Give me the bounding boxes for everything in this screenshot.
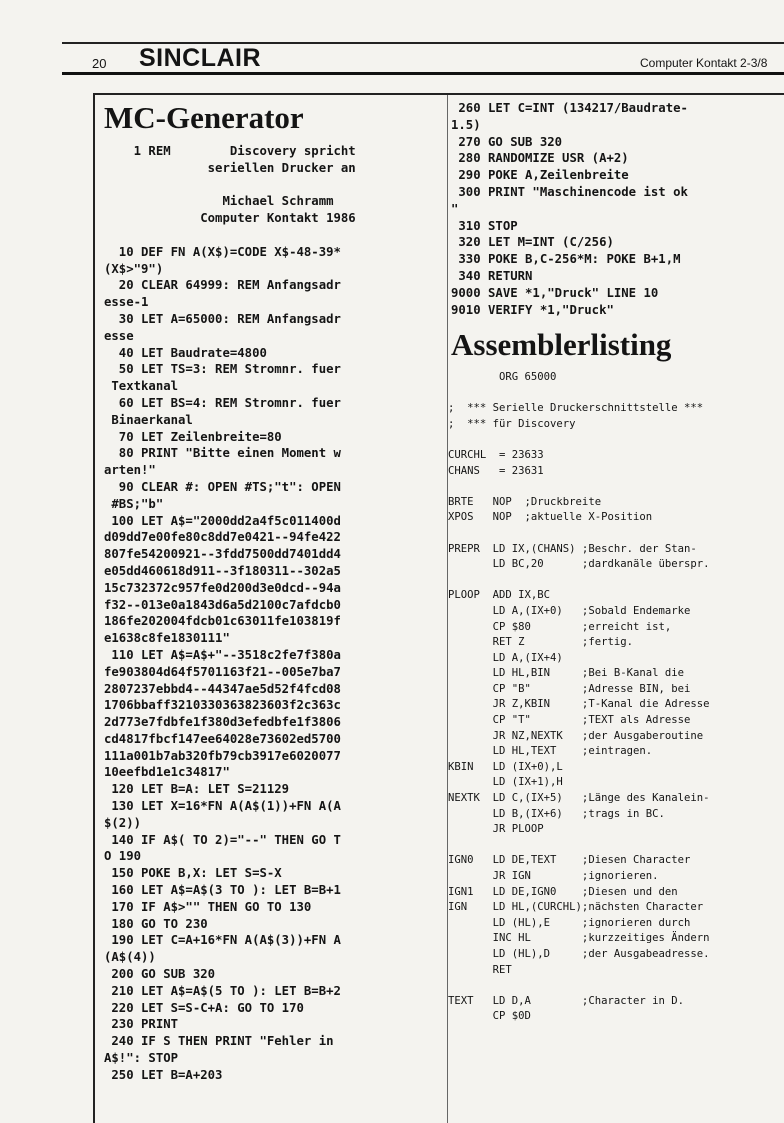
page-number: 20 [92, 56, 107, 71]
assembler-section-title: Assemblerlisting [451, 327, 672, 362]
article-box-left-border [93, 95, 95, 1123]
issue-label: Computer Kontakt 2-3/8 [640, 56, 768, 70]
basic-listing-part-1: 1 REM Discovery spricht seriellen Drucker an Michael Schramm Computer Kontakt 1986 10 DEF FN A(X$)=CODE X$-48-39* (X$>"9") 20 CLEAR 64999: REM Anfangsadr esse-1 30 LET A=65000: REM Anfangsadr esse 40 LET Baudrate=4800 50 LET TS=3: REM Stromnr. fuer Textkanal 60 LET BS=4: REM Stromnr. fuer Binaerkanal 70 LET Zeilenbreite=80 80 PRINT "Bitte einen Moment w arten!" 90 CLEAR #: OPEN #TS;"t": OPEN #BS;"b" 100 LET A$="2000dd2a4f5c011400d d09dd7e00fe80c8dd7e0421--94fe422 807fe54200921--3fdd7500dd7401dd4 e05dd460618d911--3f180311--302a5 15c732372c957fe0d200d3e0dcd--94a f32--013e0a1843d6a5d2100c7afdcb0 186fe202004fdcb01c63011fe103819f e1638c8fe1830111" 110 LET A$=A$+"--3518c2fe7f380a fe903804d64f5701163f21--005e7ba7 2807237ebbd4--44347ae5d52f4fcd08 1706bbaff3210330363823603f2c363c 2d773e7fdbfe1f380d3efedbfe1f3806 cd4817fbcf147ee64028e73602ed5700 111a001b7ab320fb79cb3917e6020077 10eefbd1e1c34817" 120 LET B=A: LET S=21129 130 LET X=16*FN A(A$(1))+FN A(A $(2)) 140 IF A$( TO 2)="--" THEN GO T O 190 150 POKE B,X: LET S=S-X 160 LET A$=A$(3 TO ): LET B=B+1 170 IF A$>"" THEN GO TO 130 180 GO TO 230 190 LET C=A+16*FN A(A$(3))+FN A (A$(4)) 200 GO SUB 320 210 LET A$=A$(5 TO ): LET B=B+2 220 LET S=S-C+A: GO TO 170 230 PRINT 240 IF S THEN PRINT "Fehler in A$!": STOP 250 LET B=A+203 [104, 144, 356, 1082]
page-header [0, 0, 784, 80]
magazine-section-title: SINCLAIR [139, 44, 262, 72]
basic-listing-part-2: 260 LET C=INT (134217/Baudrate- 1.5) 270 GO SUB 320 280 RANDOMIZE USR (A+2) 290 POKE A,Zeilenbreite 300 PRINT "Maschinencode ist ok " 310 STOP 320 LET M=INT (C/256) 330 POKE B,C-256*M: POKE B+1,M 340 RETURN 9000 SAVE *1,"Druck" LINE 10 9010 VERIFY *1,"Druck" [451, 101, 688, 317]
article-title: MC-Generator [104, 100, 304, 135]
assembler-listing: ORG 65000 ; *** Serielle Druckerschnittstelle *** ; *** für Discovery CURCHL = 23633 CHANS = 23631 BRTE NOP ;Druckbreite XPOS NOP ;aktuelle X-Position PREPR LD IX,(CHANS) ;Beschr. der Stan- LD BC,20 ;dardkanäle überspr. PLOOP ADD IX,BC LD A,(IX+0) ;Sobald Endemarke CP $80 ;erreicht ist, RET Z ;fertig. LD A,(IX+4) LD HL,BIN ;Bei B-Kanal die CP "B" ;Adresse BIN, bei JR Z,KBIN ;T-Kanal die Adresse CP "T" ;TEXT als Adresse JR NZ,NEXTK ;der Ausgaberoutine LD HL,TEXT ;eintragen. KBIN LD (IX+0),L LD (IX+1),H NEXTK LD C,(IX+5) ;Länge des Kanalein- LD B,(IX+6) ;trags in BC. JR PLOOP IGN0 LD DE,TEXT ;Diesen Character JR IGN ;ignorieren. IGN1 LD DE,IGN0 ;Diesen und den IGN LD HL,(CURCHL);nächsten Character LD (HL),E ;ignorieren durch INC HL ;kurzzeitiges Ändern LD (HL),D ;der Ausgabeadresse. RET TEXT LD D,A ;Character in D. CP $0D [448, 371, 710, 1023]
article-box-top-border [93, 93, 784, 95]
header-rule-bottom [62, 72, 784, 75]
